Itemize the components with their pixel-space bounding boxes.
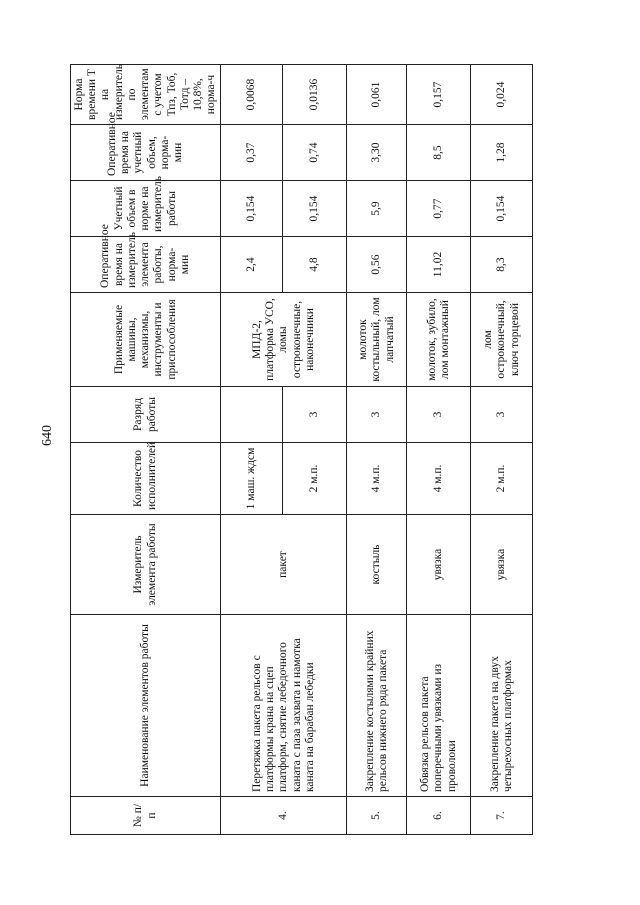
cell-op-time-el: 4,8 bbox=[283, 237, 347, 293]
header-row bbox=[71, 65, 221, 835]
cell-name: Обвязка рельсов пакета поперечными увязками из проволоки bbox=[407, 615, 471, 797]
table-row bbox=[471, 65, 533, 835]
norms-table-container bbox=[70, 64, 521, 835]
cell-volume: 5,9 bbox=[347, 181, 407, 237]
header-workers: Количество исполнителей bbox=[71, 443, 221, 515]
cell-op-time-el: 8,3 bbox=[471, 237, 533, 293]
cell-name: Закрепление костылями крайних рельсов нижнего ряда пакета bbox=[347, 615, 407, 797]
cell-volume: 0,154 bbox=[283, 181, 347, 237]
cell-norm-time: 0,0068 bbox=[221, 65, 283, 125]
cell-norm-time: 0,0136 bbox=[283, 65, 347, 125]
table-row bbox=[221, 65, 283, 835]
cell-op-time-vol: 0,37 bbox=[221, 125, 283, 181]
cell-workers: 4 м.п. bbox=[407, 443, 471, 515]
cell-meter: увязка bbox=[407, 515, 471, 615]
cell-op-time-el: 2,4 bbox=[221, 237, 283, 293]
cell-op-time-el: 0,56 bbox=[347, 237, 407, 293]
cell-volume: 0,77 bbox=[407, 181, 471, 237]
cell-name: Перетяжка пакета рельсов с платформы крана на сцеп платформ, снятие лебедочного каната с паза захвата и намотка каната на барабан лебедки bbox=[221, 615, 347, 797]
cell-num: 6. bbox=[407, 797, 471, 835]
page-number: 640 bbox=[40, 425, 55, 446]
cell-norm-time: 0,024 bbox=[471, 65, 533, 125]
cell-op-time-vol: 0,74 bbox=[283, 125, 347, 181]
cell-grade bbox=[221, 387, 283, 443]
cell-workers: 2 м.п. bbox=[283, 443, 347, 515]
cell-num: 4. bbox=[221, 797, 347, 835]
cell-num: 5. bbox=[347, 797, 407, 835]
norms-table bbox=[70, 64, 533, 835]
cell-name: Закрепление пакета на двух четырехосных платформах bbox=[471, 615, 533, 797]
cell-grade: 3 bbox=[471, 387, 533, 443]
cell-op-time-el: 11,02 bbox=[407, 237, 471, 293]
header-op-time-el: Оперативное время на измеритель элемента работы, норма-мин bbox=[71, 237, 221, 293]
cell-meter: пакет bbox=[221, 515, 347, 615]
cell-tools: молоток костыльный, лом лапчатый bbox=[347, 293, 407, 387]
cell-meter: увязка bbox=[471, 515, 533, 615]
cell-tools: молоток, зубило, лом монтажный bbox=[407, 293, 471, 387]
header-tools: Применяемые машины, механизмы, инструменты и приспособления bbox=[71, 293, 221, 387]
header-grade: Разряд работы bbox=[71, 387, 221, 443]
cell-workers: 2 м.п. bbox=[471, 443, 533, 515]
header-op-time-vol: Оперативное время на учетный объем, норма-мин bbox=[71, 125, 221, 181]
cell-tools: лом остроконечный, ключ торцевой bbox=[471, 293, 533, 387]
cell-meter: костыль bbox=[347, 515, 407, 615]
cell-grade: 3 bbox=[407, 387, 471, 443]
cell-op-time-vol: 8,5 bbox=[407, 125, 471, 181]
header-norm-time: Норма времени Т на измеритель по элементам с учетом Тпз, Тоб, Тотд – 10,8%, норма-ч bbox=[71, 65, 221, 125]
table-row bbox=[347, 65, 407, 835]
cell-grade: 3 bbox=[347, 387, 407, 443]
header-volume: Учетный объем в норме на измеритель работы bbox=[71, 181, 221, 237]
cell-op-time-vol: 1,28 bbox=[471, 125, 533, 181]
header-meter: Измеритель элемента работы bbox=[71, 515, 221, 615]
cell-norm-time: 0,061 bbox=[347, 65, 407, 125]
cell-grade: 3 bbox=[283, 387, 347, 443]
cell-workers: 4 м.п. bbox=[347, 443, 407, 515]
cell-volume: 0,154 bbox=[471, 181, 533, 237]
cell-tools: МПД-2, платформа УСО, ломы остроконечные, наконечники bbox=[221, 293, 347, 387]
cell-op-time-vol: 3,30 bbox=[347, 125, 407, 181]
cell-volume: 0,154 bbox=[221, 181, 283, 237]
cell-num: 7. bbox=[471, 797, 533, 835]
cell-workers: 1 маш. ждсм bbox=[221, 443, 283, 515]
header-name: Наименование элементов работы bbox=[71, 615, 221, 797]
table-row bbox=[407, 65, 471, 835]
header-num: № п/п bbox=[71, 797, 221, 835]
cell-norm-time: 0,157 bbox=[407, 65, 471, 125]
